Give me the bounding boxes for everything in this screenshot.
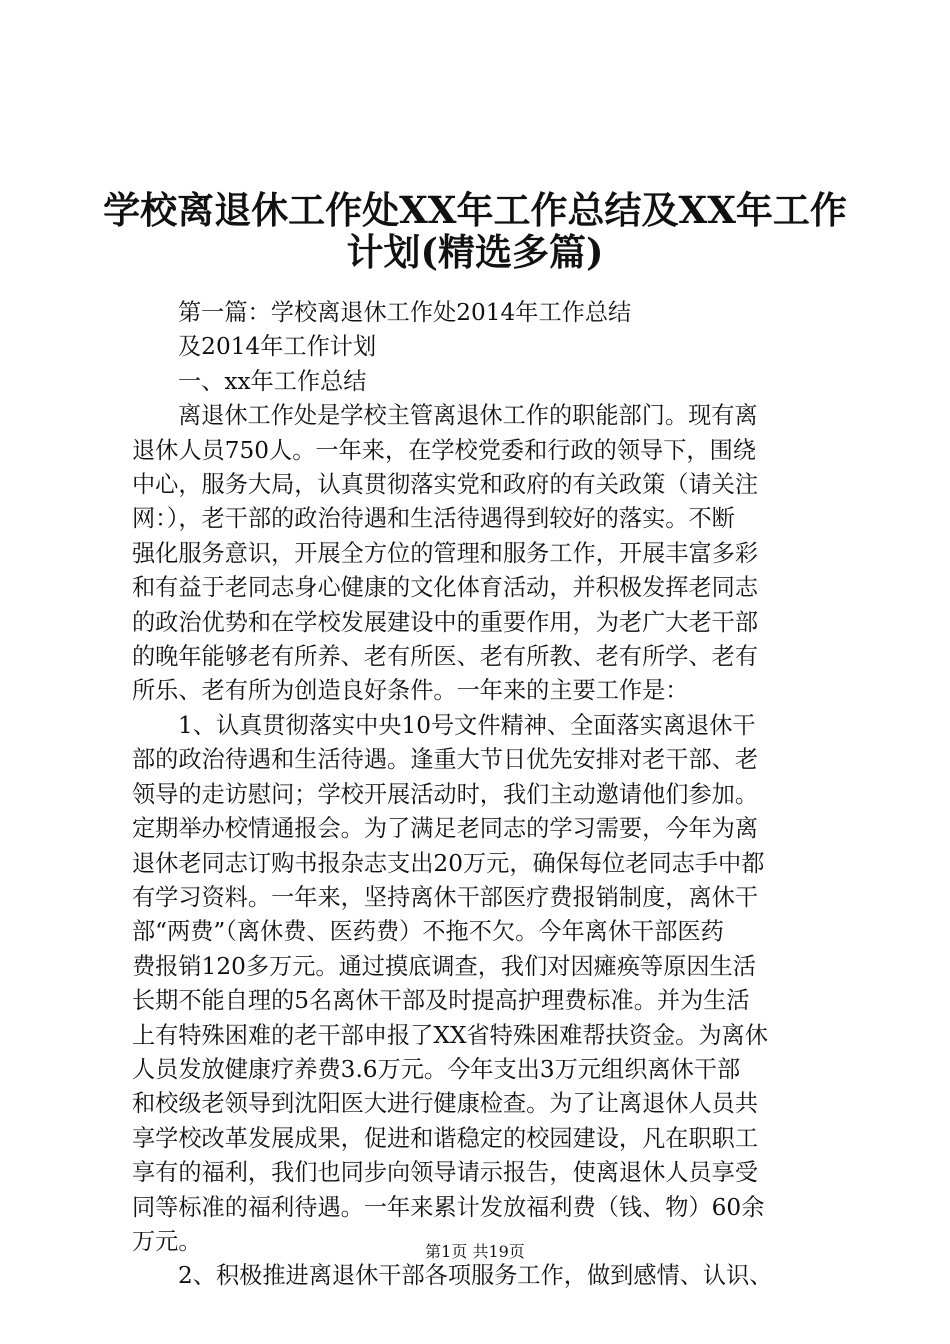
body-line: 中心，服务大局，认真贯彻落实党和政府的有关政策（请关注 bbox=[132, 471, 759, 499]
body-line: 享学校改革发展成果，促进和谐稳定的校园建设，凡在职职工 bbox=[132, 1124, 759, 1152]
body-line: 费报销120多万元。通过摸底调查，我们对因瘫痪等原因生活 bbox=[132, 952, 756, 980]
document-body bbox=[132, 296, 828, 1294]
body-line: 第一篇：学校离退休工作处2014年工作总结 bbox=[178, 299, 632, 326]
body-line: 享有的福利，我们也同步向领导请示报告，使离退休人员享受 bbox=[132, 1159, 759, 1187]
page-footer: 第1页 共19页 bbox=[425, 1242, 525, 1261]
body-line: 人员发放健康疗养费3.6万元。今年支出3万元组织离休干部 bbox=[132, 1055, 741, 1083]
body-line: 的晚年能够老有所养、老有所医、老有所教、老有所学、老有 bbox=[132, 643, 759, 671]
body-line: 退休老同志订购书报杂志支出20万元，确保每位老同志手中都 bbox=[132, 849, 765, 877]
body-line: 有学习资料。一年来，坚持离休干部医疗费报销制度，离休干 bbox=[132, 883, 759, 911]
body-line: 一、xx年工作总结 bbox=[178, 367, 367, 395]
body-line: 定期举办校情通报会。为了满足老同志的学习需要，今年为离 bbox=[132, 815, 759, 843]
body-line: 和有益于老同志身心健康的文化体育活动，并积极发挥老同志 bbox=[132, 574, 759, 602]
body-line: 部“两费”（离休费、医药费）不拖不欠。今年离休干部医药 bbox=[132, 918, 724, 946]
body-line: 领导的走访慰问；学校开展活动时，我们主动邀请他们参加。 bbox=[132, 780, 759, 808]
body-line: 强化服务意识，开展全方位的管理和服务工作，开展丰富多彩 bbox=[132, 539, 759, 567]
body-line: 退休人员750人。一年来，在学校党委和行政的领导下，围绕 bbox=[132, 436, 756, 464]
body-line: 及2014年工作计划 bbox=[178, 333, 377, 361]
body-line: 和校级老领导到沈阳医大进行健康检查。为了让离退休人员共 bbox=[132, 1090, 759, 1118]
body-line: 离退休工作处是学校主管离退休工作的职能部门。现有离 bbox=[178, 402, 758, 430]
body-line: 网：），老干部的政治待遇和生活待遇得到较好的落实。不断 bbox=[132, 505, 735, 533]
body-line: 部的政治待遇和生活待遇。逢重大节日优先安排对老干部、老 bbox=[132, 746, 759, 774]
body-line: 上有特殊困难的老干部申报了XX省特殊困难帮扶资金。为离休 bbox=[132, 1021, 768, 1049]
document-title-line-1: 学校离退休工作处XX年工作总结及XX年工作 bbox=[103, 188, 847, 232]
body-line: 1、认真贯彻落实中央10号文件精神、全面落实离退休干 bbox=[178, 711, 756, 739]
body-line: 长期不能自理的5名离休干部及时提高护理费标准。并为生活 bbox=[132, 987, 750, 1015]
body-line: 2、积极推进离退休干部各项服务工作，做到感情、认识、 bbox=[178, 1262, 773, 1290]
body-line: 万元。 bbox=[132, 1227, 202, 1255]
body-line: 同等标准的福利待遇。一年来累计发放福利费（钱、物）60余 bbox=[132, 1193, 765, 1221]
document-title-line-2: 计划(精选多篇) bbox=[346, 230, 604, 274]
body-line: 所乐、老有所为创造良好条件。一年来的主要工作是： bbox=[132, 677, 689, 705]
body-line: 的政治优势和在学校发展建设中的重要作用，为老广大老干部 bbox=[132, 608, 759, 636]
